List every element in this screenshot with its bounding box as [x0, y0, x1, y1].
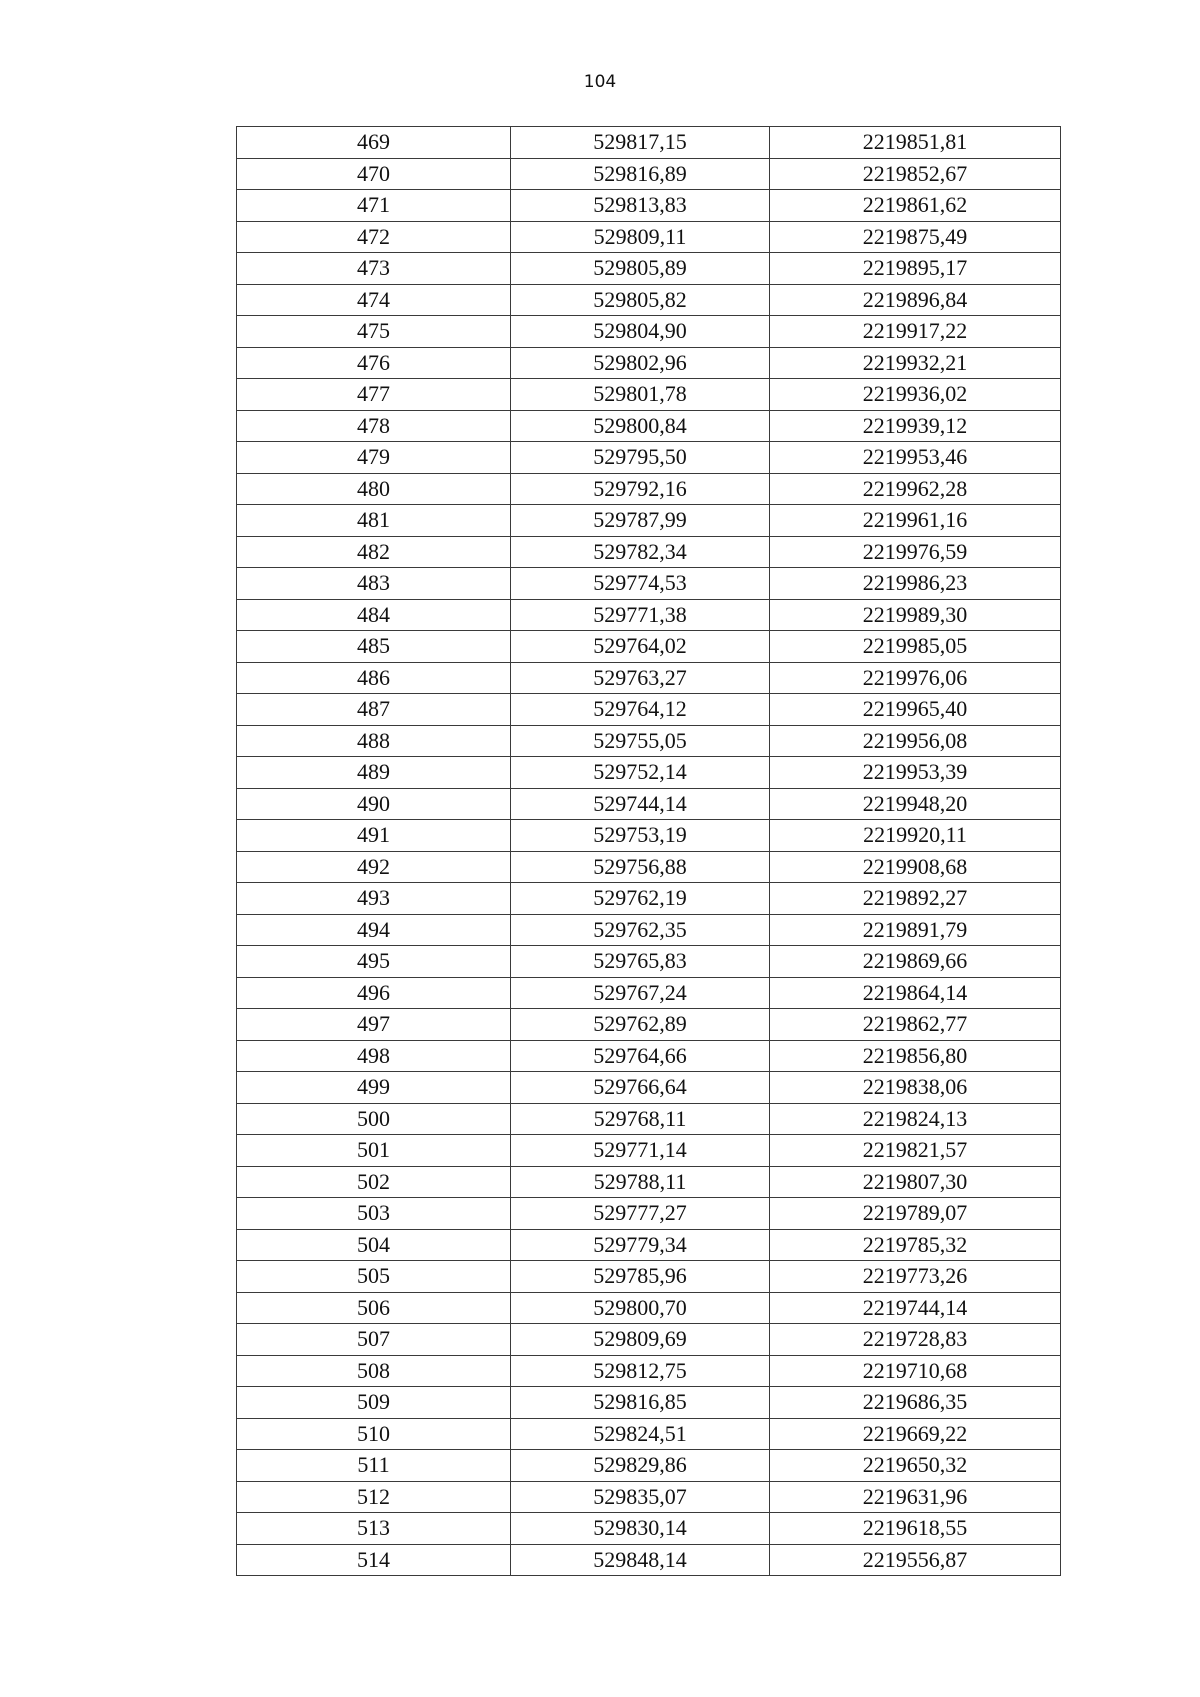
coordinates-table-body	[237, 127, 1061, 1576]
x-coordinate-cell: 529756,88	[511, 851, 770, 883]
table-row	[237, 379, 1061, 411]
y-coordinate-cell: 2219852,67	[770, 158, 1061, 190]
point-number-cell: 491	[237, 820, 511, 852]
y-coordinate-cell: 2219851,81	[770, 127, 1061, 159]
table-row	[237, 1450, 1061, 1482]
x-coordinate-cell: 529764,02	[511, 631, 770, 663]
x-coordinate-cell: 529787,99	[511, 505, 770, 537]
point-number-cell: 508	[237, 1355, 511, 1387]
y-coordinate-cell: 2219956,08	[770, 725, 1061, 757]
y-coordinate-cell: 2219686,35	[770, 1387, 1061, 1419]
table-row	[237, 536, 1061, 568]
point-number-cell: 482	[237, 536, 511, 568]
y-coordinate-cell: 2219917,22	[770, 316, 1061, 348]
x-coordinate-cell: 529744,14	[511, 788, 770, 820]
table-row	[237, 914, 1061, 946]
point-number-cell: 505	[237, 1261, 511, 1293]
table-row	[237, 1324, 1061, 1356]
table-row	[237, 190, 1061, 222]
page-number: 104	[583, 72, 617, 92]
point-number-cell: 492	[237, 851, 511, 883]
table-row	[237, 599, 1061, 631]
y-coordinate-cell: 2219908,68	[770, 851, 1061, 883]
table-row	[237, 505, 1061, 537]
y-coordinate-cell: 2219895,17	[770, 253, 1061, 285]
y-coordinate-cell: 2219618,55	[770, 1513, 1061, 1545]
x-coordinate-cell: 529829,86	[511, 1450, 770, 1482]
point-number-cell: 499	[237, 1072, 511, 1104]
x-coordinate-cell: 529835,07	[511, 1481, 770, 1513]
table-row	[237, 158, 1061, 190]
y-coordinate-cell: 2219631,96	[770, 1481, 1061, 1513]
y-coordinate-cell: 2219891,79	[770, 914, 1061, 946]
coordinates-table	[236, 126, 1061, 1576]
y-coordinate-cell: 2219948,20	[770, 788, 1061, 820]
x-coordinate-cell: 529800,70	[511, 1292, 770, 1324]
table-row	[237, 851, 1061, 883]
x-coordinate-cell: 529816,85	[511, 1387, 770, 1419]
point-number-cell: 488	[237, 725, 511, 757]
point-number-cell: 473	[237, 253, 511, 285]
x-coordinate-cell: 529809,69	[511, 1324, 770, 1356]
table-row	[237, 725, 1061, 757]
table-row	[237, 316, 1061, 348]
x-coordinate-cell: 529764,12	[511, 694, 770, 726]
y-coordinate-cell: 2219896,84	[770, 284, 1061, 316]
x-coordinate-cell: 529795,50	[511, 442, 770, 474]
y-coordinate-cell: 2219976,06	[770, 662, 1061, 694]
x-coordinate-cell: 529763,27	[511, 662, 770, 694]
point-number-cell: 483	[237, 568, 511, 600]
y-coordinate-cell: 2219985,05	[770, 631, 1061, 663]
point-number-cell: 478	[237, 410, 511, 442]
x-coordinate-cell: 529771,38	[511, 599, 770, 631]
point-number-cell: 481	[237, 505, 511, 537]
point-number-cell: 477	[237, 379, 511, 411]
y-coordinate-cell: 2219936,02	[770, 379, 1061, 411]
table-row	[237, 820, 1061, 852]
x-coordinate-cell: 529782,34	[511, 536, 770, 568]
x-coordinate-cell: 529801,78	[511, 379, 770, 411]
table-row	[237, 253, 1061, 285]
x-coordinate-cell: 529752,14	[511, 757, 770, 789]
x-coordinate-cell: 529804,90	[511, 316, 770, 348]
y-coordinate-cell: 2219961,16	[770, 505, 1061, 537]
x-coordinate-cell: 529824,51	[511, 1418, 770, 1450]
table-row	[237, 1103, 1061, 1135]
x-coordinate-cell: 529800,84	[511, 410, 770, 442]
point-number-cell: 479	[237, 442, 511, 474]
y-coordinate-cell: 2219773,26	[770, 1261, 1061, 1293]
table-row	[237, 1387, 1061, 1419]
y-coordinate-cell: 2219962,28	[770, 473, 1061, 505]
x-coordinate-cell: 529766,64	[511, 1072, 770, 1104]
point-number-cell: 511	[237, 1450, 511, 1482]
point-number-cell: 503	[237, 1198, 511, 1230]
x-coordinate-cell: 529805,89	[511, 253, 770, 285]
point-number-cell: 472	[237, 221, 511, 253]
x-coordinate-cell: 529774,53	[511, 568, 770, 600]
table-row	[237, 946, 1061, 978]
y-coordinate-cell: 2219789,07	[770, 1198, 1061, 1230]
y-coordinate-cell: 2219989,30	[770, 599, 1061, 631]
y-coordinate-cell: 2219556,87	[770, 1544, 1061, 1576]
y-coordinate-cell: 2219939,12	[770, 410, 1061, 442]
table-row	[237, 788, 1061, 820]
y-coordinate-cell: 2219965,40	[770, 694, 1061, 726]
table-row	[237, 883, 1061, 915]
x-coordinate-cell: 529817,15	[511, 127, 770, 159]
point-number-cell: 480	[237, 473, 511, 505]
x-coordinate-cell: 529805,82	[511, 284, 770, 316]
x-coordinate-cell: 529816,89	[511, 158, 770, 190]
point-number-cell: 498	[237, 1040, 511, 1072]
x-coordinate-cell: 529813,83	[511, 190, 770, 222]
table-row	[237, 221, 1061, 253]
y-coordinate-cell: 2219669,22	[770, 1418, 1061, 1450]
y-coordinate-cell: 2219824,13	[770, 1103, 1061, 1135]
point-number-cell: 501	[237, 1135, 511, 1167]
table-row	[237, 442, 1061, 474]
x-coordinate-cell: 529777,27	[511, 1198, 770, 1230]
y-coordinate-cell: 2219862,77	[770, 1009, 1061, 1041]
table-row	[237, 694, 1061, 726]
point-number-cell: 507	[237, 1324, 511, 1356]
y-coordinate-cell: 2219932,21	[770, 347, 1061, 379]
table-row	[237, 757, 1061, 789]
x-coordinate-cell: 529755,05	[511, 725, 770, 757]
x-coordinate-cell: 529753,19	[511, 820, 770, 852]
point-number-cell: 502	[237, 1166, 511, 1198]
y-coordinate-cell: 2219976,59	[770, 536, 1061, 568]
y-coordinate-cell: 2219650,32	[770, 1450, 1061, 1482]
table-row	[237, 473, 1061, 505]
point-number-cell: 484	[237, 599, 511, 631]
x-coordinate-cell: 529812,75	[511, 1355, 770, 1387]
y-coordinate-cell: 2219986,23	[770, 568, 1061, 600]
table-row	[237, 1355, 1061, 1387]
table-row	[237, 127, 1061, 159]
x-coordinate-cell: 529788,11	[511, 1166, 770, 1198]
point-number-cell: 474	[237, 284, 511, 316]
point-number-cell: 490	[237, 788, 511, 820]
table-row	[237, 631, 1061, 663]
x-coordinate-cell: 529802,96	[511, 347, 770, 379]
x-coordinate-cell: 529767,24	[511, 977, 770, 1009]
table-row	[237, 1481, 1061, 1513]
y-coordinate-cell: 2219710,68	[770, 1355, 1061, 1387]
x-coordinate-cell: 529771,14	[511, 1135, 770, 1167]
point-number-cell: 513	[237, 1513, 511, 1545]
table-row	[237, 1072, 1061, 1104]
table-row	[237, 1229, 1061, 1261]
x-coordinate-cell: 529792,16	[511, 473, 770, 505]
y-coordinate-cell: 2219875,49	[770, 221, 1061, 253]
point-number-cell: 509	[237, 1387, 511, 1419]
y-coordinate-cell: 2219838,06	[770, 1072, 1061, 1104]
x-coordinate-cell: 529830,14	[511, 1513, 770, 1545]
y-coordinate-cell: 2219864,14	[770, 977, 1061, 1009]
x-coordinate-cell: 529809,11	[511, 221, 770, 253]
x-coordinate-cell: 529762,35	[511, 914, 770, 946]
point-number-cell: 476	[237, 347, 511, 379]
x-coordinate-cell: 529762,89	[511, 1009, 770, 1041]
point-number-cell: 514	[237, 1544, 511, 1576]
table-row	[237, 1544, 1061, 1576]
table-row	[237, 1513, 1061, 1545]
y-coordinate-cell: 2219953,39	[770, 757, 1061, 789]
y-coordinate-cell: 2219892,27	[770, 883, 1061, 915]
table-row	[237, 977, 1061, 1009]
table-row	[237, 662, 1061, 694]
table-row	[237, 410, 1061, 442]
point-number-cell: 504	[237, 1229, 511, 1261]
point-number-cell: 493	[237, 883, 511, 915]
y-coordinate-cell: 2219861,62	[770, 190, 1061, 222]
x-coordinate-cell: 529785,96	[511, 1261, 770, 1293]
point-number-cell: 497	[237, 1009, 511, 1041]
point-number-cell: 475	[237, 316, 511, 348]
x-coordinate-cell: 529765,83	[511, 946, 770, 978]
table-row	[237, 1418, 1061, 1450]
x-coordinate-cell: 529764,66	[511, 1040, 770, 1072]
point-number-cell: 485	[237, 631, 511, 663]
table-row	[237, 1166, 1061, 1198]
table-row	[237, 568, 1061, 600]
x-coordinate-cell: 529779,34	[511, 1229, 770, 1261]
point-number-cell: 506	[237, 1292, 511, 1324]
table-row	[237, 284, 1061, 316]
table-row	[237, 1135, 1061, 1167]
point-number-cell: 500	[237, 1103, 511, 1135]
point-number-cell: 469	[237, 127, 511, 159]
table-row	[237, 347, 1061, 379]
point-number-cell: 496	[237, 977, 511, 1009]
x-coordinate-cell: 529762,19	[511, 883, 770, 915]
point-number-cell: 489	[237, 757, 511, 789]
point-number-cell: 470	[237, 158, 511, 190]
x-coordinate-cell: 529848,14	[511, 1544, 770, 1576]
point-number-cell: 471	[237, 190, 511, 222]
y-coordinate-cell: 2219744,14	[770, 1292, 1061, 1324]
y-coordinate-cell: 2219807,30	[770, 1166, 1061, 1198]
table-row	[237, 1261, 1061, 1293]
point-number-cell: 510	[237, 1418, 511, 1450]
x-coordinate-cell: 529768,11	[511, 1103, 770, 1135]
point-number-cell: 487	[237, 694, 511, 726]
point-number-cell: 486	[237, 662, 511, 694]
y-coordinate-cell: 2219821,57	[770, 1135, 1061, 1167]
y-coordinate-cell: 2219856,80	[770, 1040, 1061, 1072]
table-row	[237, 1009, 1061, 1041]
y-coordinate-cell: 2219728,83	[770, 1324, 1061, 1356]
y-coordinate-cell: 2219920,11	[770, 820, 1061, 852]
y-coordinate-cell: 2219869,66	[770, 946, 1061, 978]
table-row	[237, 1040, 1061, 1072]
y-coordinate-cell: 2219785,32	[770, 1229, 1061, 1261]
y-coordinate-cell: 2219953,46	[770, 442, 1061, 474]
point-number-cell: 494	[237, 914, 511, 946]
table-row	[237, 1198, 1061, 1230]
point-number-cell: 512	[237, 1481, 511, 1513]
point-number-cell: 495	[237, 946, 511, 978]
table-row	[237, 1292, 1061, 1324]
